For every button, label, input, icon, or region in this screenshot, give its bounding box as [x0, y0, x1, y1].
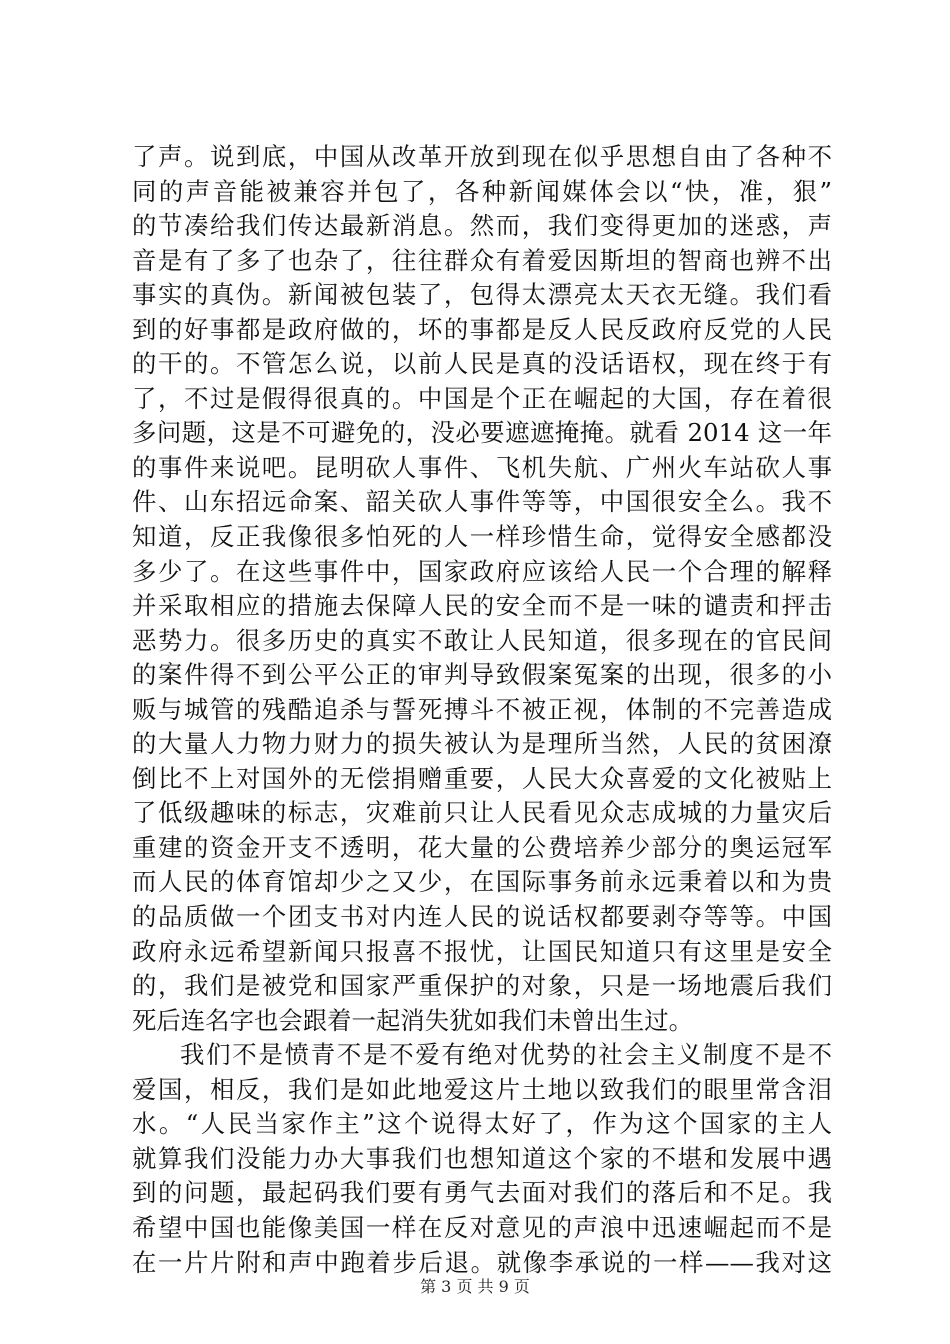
text-line: 重建的资金开支不透明，花大量的公费培养少部分的奥运冠军: [132, 832, 832, 862]
text-line: 贩与城管的残酷追杀与誓死搏斗不被正视，体制的不完善造成: [132, 694, 832, 724]
text-line: 知道，反正我像很多怕死的人一样珍惜生命，觉得安全感都没: [132, 522, 832, 552]
text-line: 的案件得不到公平公正的审判导致假案冤案的出现，很多的小: [132, 660, 832, 690]
text-line: 了声。说到底，中国从改革开放到现在似乎思想自由了各种不: [132, 142, 832, 171]
text-line: 多少了。在这些事件中，国家政府应该给人民一个合理的解释: [132, 556, 832, 586]
text-line: 的品质做一个团支书对内连人民的说话权都要剥夺等等。中国: [132, 902, 832, 932]
text-line: 希望中国也能像美国一样在反对意见的声浪中迅速崛起而不是: [132, 1212, 832, 1242]
text-line: 政府永远希望新闻只报喜不报忧，让国民知道只有这里是安全: [132, 936, 832, 966]
text-line: 同的声音能被兼容并包了，各种新闻媒体会以“快，准，狠”: [132, 176, 832, 206]
text-line: 的，我们是被党和国家严重保护的对象，只是一场地震后我们: [132, 971, 832, 1001]
text-line: 并采取相应的措施去保障人民的安全而不是一味的谴责和抨击: [132, 591, 832, 621]
text-line: 件、山东招远命案、韶关砍人事件等等，中国很安全么。我不: [132, 487, 832, 517]
text-line: 爱国，相反，我们是如此地爱这片土地以致我们的眼里常含泪: [132, 1074, 832, 1104]
text-line: 到的好事都是政府做的，坏的事都是反人民反政府反党的人民: [132, 314, 832, 344]
text-line: 了低级趣味的标志，灾难前只让人民看见众志成城的力量灾后: [132, 798, 832, 828]
text-line: 的大量人力物力财力的损失被认为是理所当然，人民的贫困潦: [132, 729, 832, 759]
text-line: 的事件来说吧。昆明砍人事件、飞机失航、广州火车站砍人事: [132, 452, 832, 482]
text-line-paragraph-start: 我们不是愤青不是不爱有绝对优势的社会主义制度不是不: [180, 1040, 832, 1070]
text-line: 而人民的体育馆却少之又少，在国际事务前永远秉着以和为贵: [132, 867, 832, 897]
text-line: 恶势力。很多历史的真实不敢让人民知道，很多现在的官民间: [132, 625, 832, 655]
text-line: 的干的。不管怎么说，以前人民是真的没话语权，现在终于有: [132, 349, 832, 379]
text-line: 倒比不上对国外的无偿捐赠重要，人民大众喜爱的文化被贴上: [132, 763, 832, 793]
text-line: 到的问题，最起码我们要有勇气去面对我们的落后和不足。我: [132, 1178, 832, 1208]
text-line: 多问题，这是不可避免的，没必要遮遮掩掩。就看 2014 这一年: [132, 418, 832, 448]
text-line: 事实的真伪。新闻被包装了，包得太漂亮太天衣无缝。我们看: [132, 280, 832, 310]
text-line: 的节凑给我们传达最新消息。然而，我们变得更加的迷惑，声: [132, 211, 832, 241]
page-number-footer: 第 3 页 共 9 页: [420, 1277, 530, 1296]
text-line: 在一片片附和声中跑着步后退。就像李承说的一样——我对这: [132, 1247, 832, 1277]
text-line-paragraph-end: 死后连名字也会跟着一起消失犹如我们未曾出生过。: [132, 1005, 693, 1035]
text-line: 音是有了多了也杂了，往往群众有着爱因斯坦的智商也辨不出: [132, 245, 832, 275]
text-line: 了，不过是假得很真的。中国是个正在崛起的大国，存在着很: [132, 383, 832, 413]
document-body: [132, 140, 832, 1280]
text-line: 水。“人民当家作主”这个说得太好了，作为这个国家的主人: [132, 1109, 832, 1139]
text-line: 就算我们没能力办大事我们也想知道这个家的不堪和发展中遇: [132, 1143, 832, 1173]
